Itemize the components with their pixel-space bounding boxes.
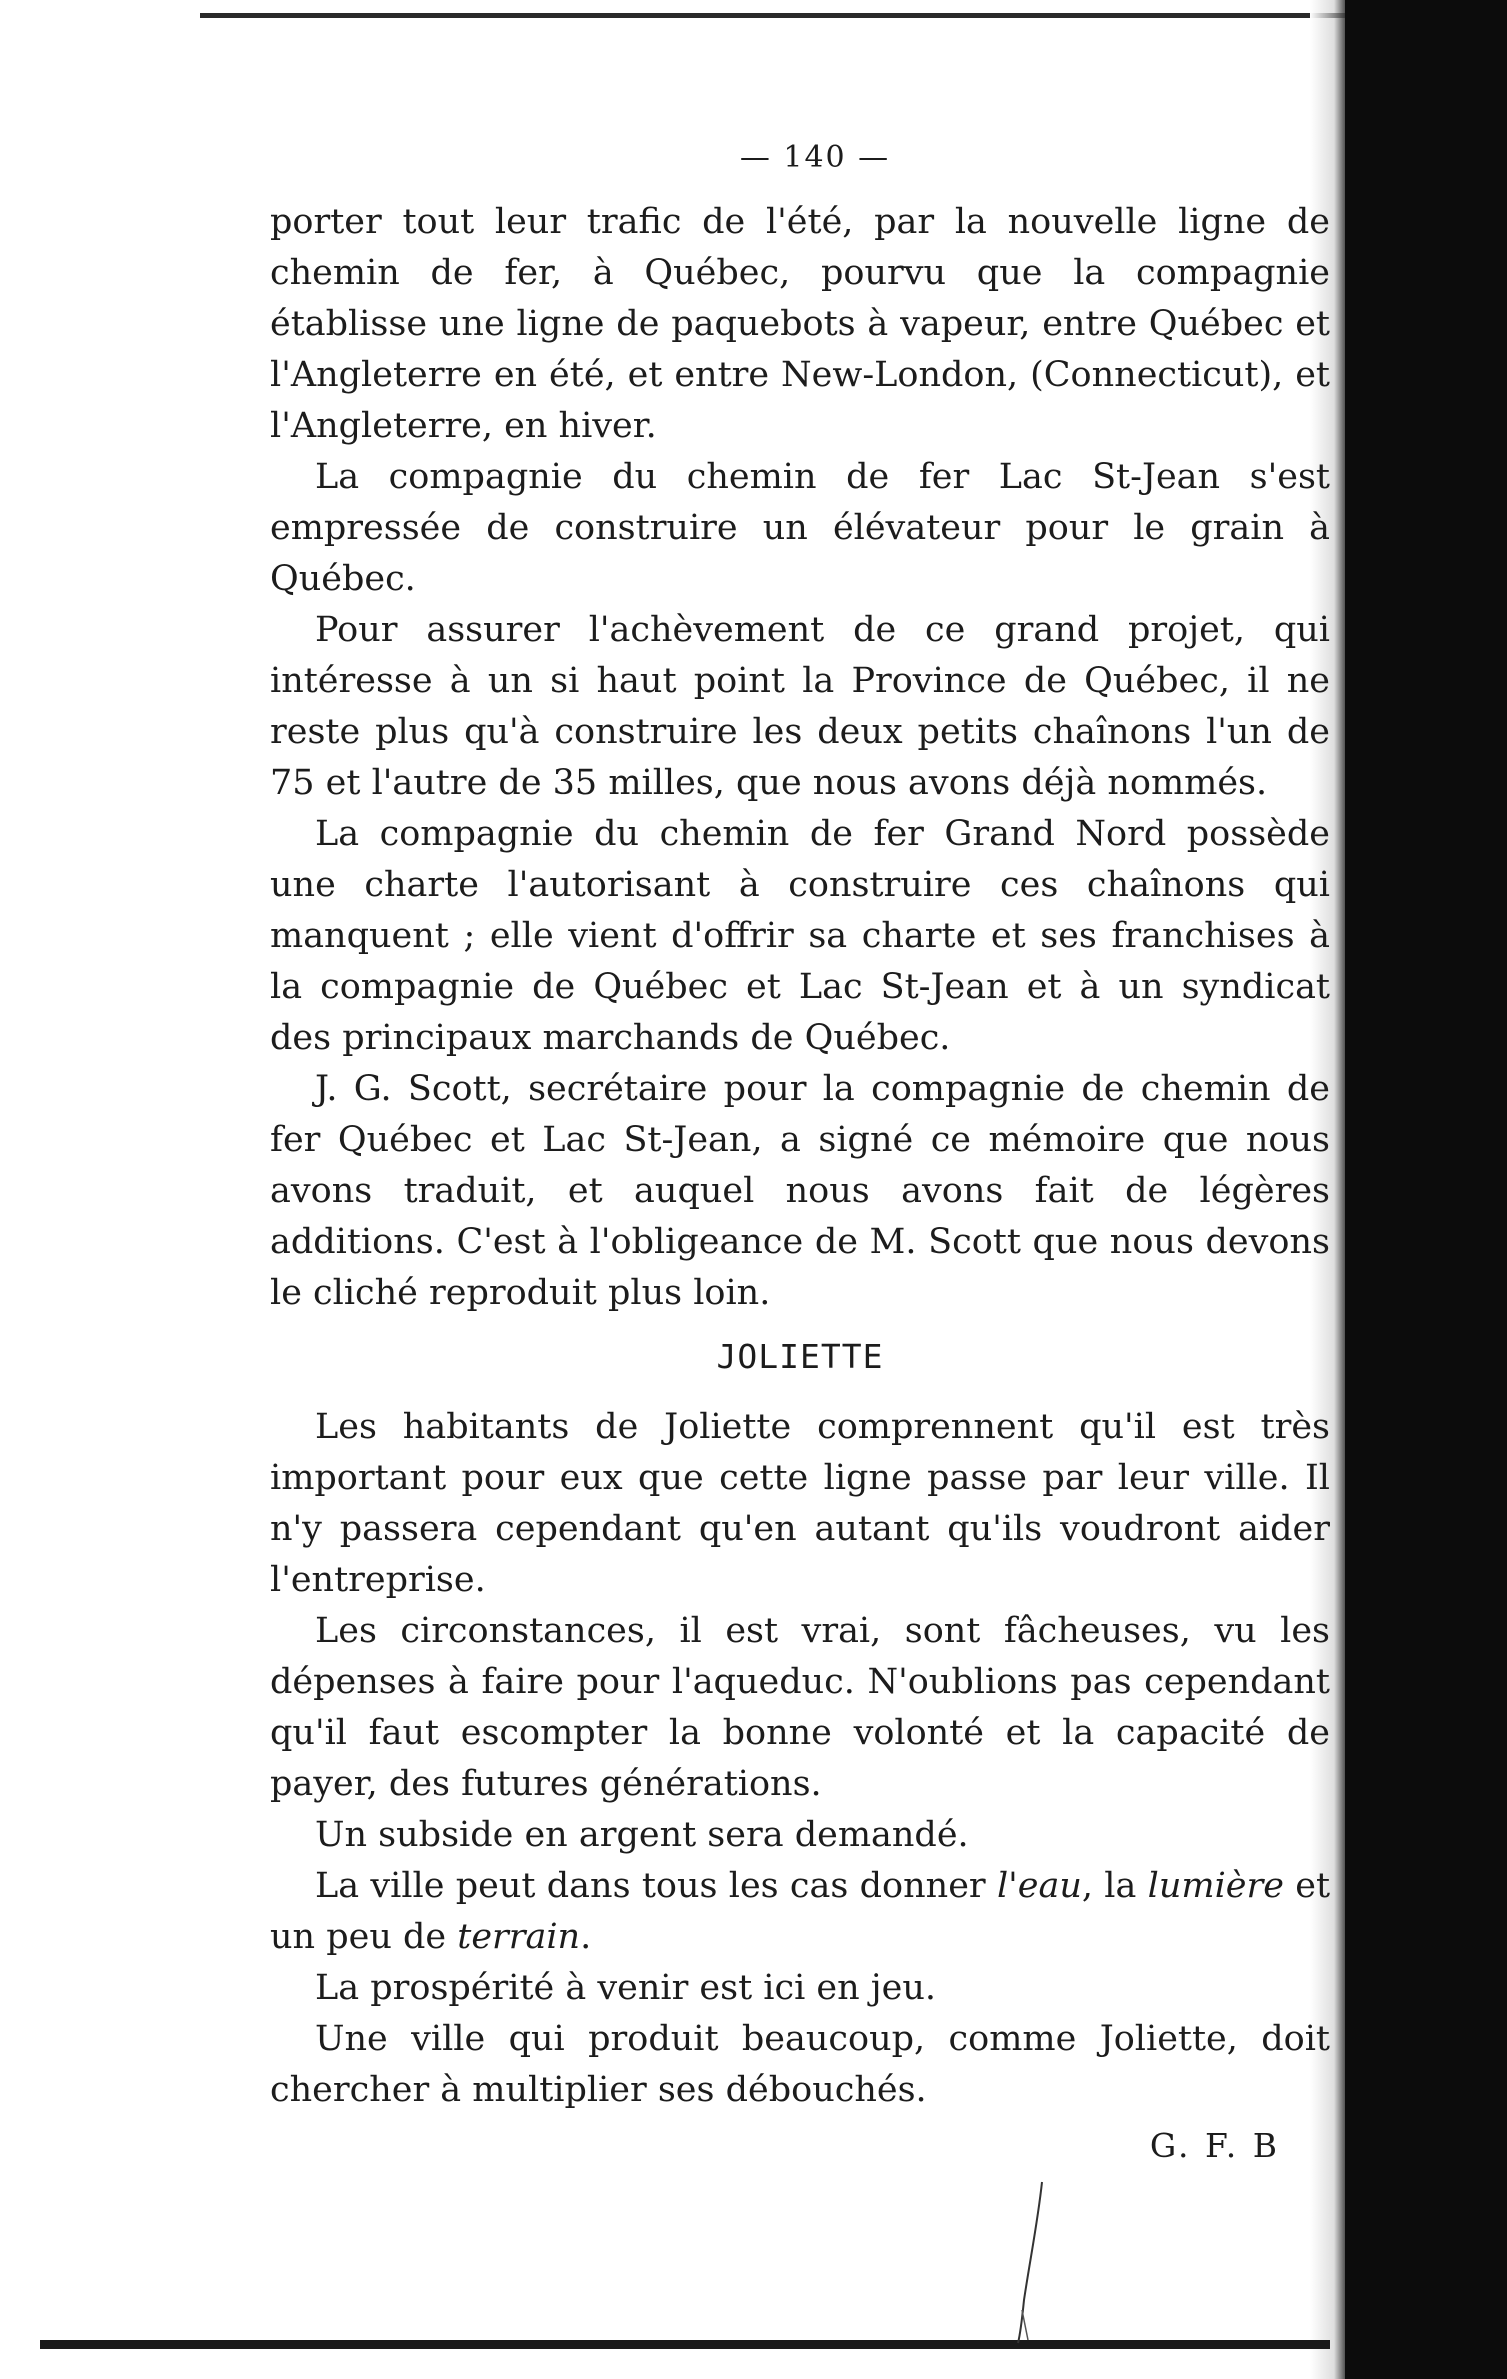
- text-run: .: [580, 1917, 592, 1957]
- page-number: — 140 —: [739, 140, 891, 175]
- paragraph-prosperite: La prospérité à venir est ici en jeu.: [315, 1968, 937, 2008]
- paragraph-debouches: Une ville qui produit beaucoup, comme Joliette, doit chercher à multiplier ses débouchés.: [270, 2019, 1330, 2110]
- paragraph-subside: Un subside en argent sera demandé.: [315, 1815, 969, 1855]
- paragraph-continuation: porter tout leur trafic de l'été, par la nouvelle ligne de chemin de fer, à Québec, pourvu que la compagnie établisse une ligne de paquebots à vapeur, entre Québec et l'Angleterre en été, et entre New-London, (Connecticut), et l'Angleterre, en hiver.: [270, 202, 1330, 446]
- text-run: et un peu de: [270, 1866, 1331, 1957]
- text-run: , la: [1081, 1866, 1148, 1906]
- pen-stroke-mark: [1010, 2180, 1050, 2345]
- page-content: [270, 140, 1330, 2165]
- section-heading: JOLIETTE: [716, 1337, 884, 1376]
- page-top-rule: [200, 13, 1345, 18]
- text-run: La ville peut dans tous les cas donner: [315, 1866, 997, 1906]
- italic-eau: l'eau: [996, 1866, 1082, 1906]
- paragraph-scott: J. G. Scott, secrétaire pour la compagnie de chemin de fer Québec et Lac St-Jean, a signé ce mémoire que nous avons traduit, et auquel nous avons fait de légères additions. C'est à l'obligeance de M. Scott que nous devons le cliché reproduit plus loin.: [270, 1069, 1330, 1313]
- paragraph-project: Pour assurer l'achèvement de ce grand projet, qui intéresse à un si haut point la Province de Québec, il ne reste plus qu'à construire les deux petits chaînons l'un de 75 et l'autre de 35 milles, que nous avons déjà nommés.: [270, 610, 1330, 803]
- paragraph-habitants: Les habitants de Joliette comprennent qu'il est très important pour eux que cette ligne passe par leur ville. Il n'y passera cependant qu'en autant qu'ils voudront aider l'entreprise.: [270, 1407, 1330, 1600]
- scan-dark-margin: [1345, 0, 1507, 2379]
- paragraph-circonstances: Les circonstances, il est vrai, sont fâcheuses, vu les dépenses à faire pour l'aqueduc. N'oublions pas cependant qu'il faut escompter la bonne volonté et la capacité de payer, des futures générations.: [270, 1611, 1330, 1804]
- paragraph-ville-donner: [270, 1861, 1330, 1963]
- page-bottom-rule: [40, 2340, 1330, 2349]
- italic-lumiere: lumière: [1147, 1866, 1284, 1906]
- author-signature: G. F. B: [1149, 2126, 1280, 2165]
- paragraph-elevator: La compagnie du chemin de fer Lac St-Jean s'est empressée de construire un élévateur pour le grain à Québec.: [270, 457, 1330, 599]
- paragraph-grand-nord: La compagnie du chemin de fer Grand Nord possède une charte l'autorisant à construire ces chaînons qui manquent ; elle vient d'offrir sa charte et ses franchises à la compagnie de Québec et Lac St-Jean et à un syndicat des principaux marchands de Québec.: [270, 814, 1330, 1058]
- italic-terrain: terrain: [457, 1917, 581, 1957]
